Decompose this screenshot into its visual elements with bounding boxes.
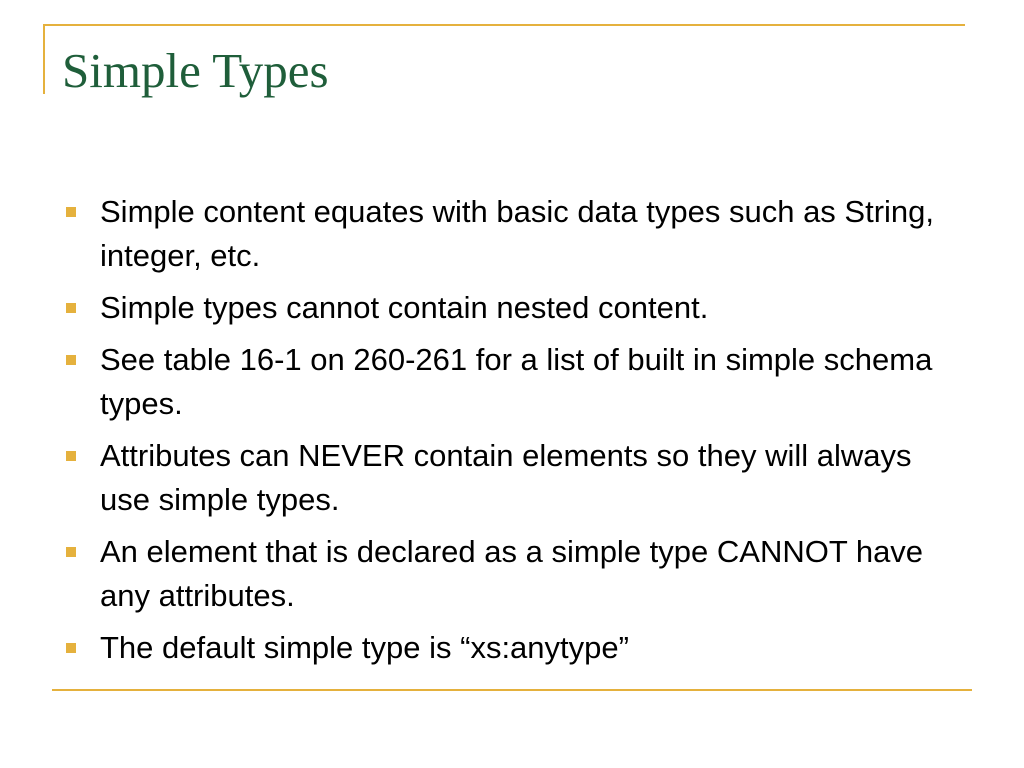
square-bullet-icon (66, 547, 76, 557)
bullet-item (64, 434, 964, 522)
slide-title: Simple Types (62, 43, 329, 98)
bullet-item (64, 530, 964, 618)
bottom-rule (52, 689, 972, 691)
square-bullet-icon (66, 303, 76, 313)
bullet-text: Simple content equates with basic data types such as String, integer, etc. (100, 194, 935, 273)
square-bullet-icon (66, 643, 76, 653)
bullet-item (64, 338, 964, 426)
bullet-text: Simple types cannot contain nested content. (100, 290, 709, 325)
square-bullet-icon (66, 207, 76, 217)
bullet-item (64, 626, 964, 670)
bullet-item (64, 286, 964, 330)
square-bullet-icon (66, 355, 76, 365)
top-rule (43, 24, 965, 26)
bullet-list (64, 190, 964, 678)
bullet-text: Attributes can NEVER contain elements so they will always use simple types. (100, 438, 912, 517)
bullet-item (64, 190, 964, 278)
bullet-text: The default simple type is “xs:anytype” (100, 630, 629, 665)
square-bullet-icon (66, 451, 76, 461)
left-rule (43, 24, 45, 94)
bullet-text: An element that is declared as a simple type CANNOT have any attributes. (100, 534, 924, 613)
bullet-text: See table 16-1 on 260-261 for a list of built in simple schema types. (100, 342, 933, 421)
